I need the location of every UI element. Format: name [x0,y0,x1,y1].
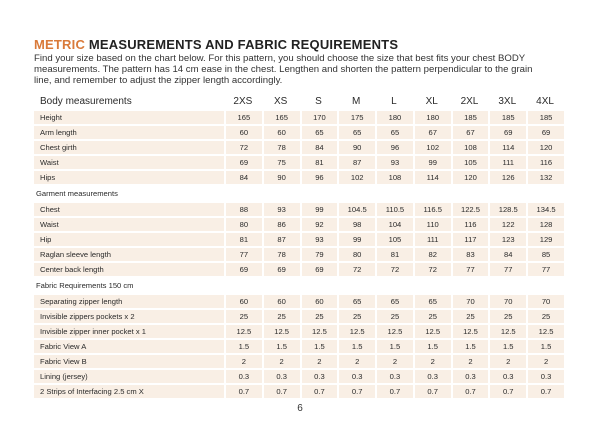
table-cell: 12.5 [375,325,413,338]
table-cell: 67 [451,126,489,139]
table-cell: 70 [526,295,564,308]
table-cell: 1.5 [488,340,526,353]
size-header: S [300,95,338,109]
table-cell: 69 [526,126,564,139]
table-row [34,263,564,276]
table-cell: 0.3 [224,370,262,383]
table-cell: 126 [488,171,526,184]
table-row [34,141,564,154]
table-cell: 90 [337,141,375,154]
table-cell: 72 [413,263,451,276]
table-cell: 0.7 [262,385,300,398]
table-cell: 65 [337,295,375,308]
table-cell: 180 [375,111,413,124]
table-cell: 111 [413,233,451,246]
intro-line: measurements. The pattern has 14 cm ease in the chest. Lengthen and shorten the pattern perpendicular to the grain [34,64,533,76]
table-cell: 72 [224,141,262,154]
table-cell: 1.5 [262,340,300,353]
table-cell: 12.5 [413,325,451,338]
table-cell: 132 [526,171,564,184]
table-row [34,126,564,139]
table-cell: 128 [526,218,564,231]
table-cell: 25 [526,310,564,323]
table-cell: 116 [526,156,564,169]
table-cell: 96 [300,171,338,184]
table-cell: 90 [262,171,300,184]
table-cell: 170 [300,111,338,124]
table-cell: 185 [526,111,564,124]
table-row [34,248,564,261]
table-row [34,340,564,353]
table-cell: 1.5 [224,340,262,353]
size-chart-table [34,93,564,400]
table-cell: 128.5 [488,203,526,216]
table-row [34,310,564,323]
row-label: Waist [34,156,224,169]
table-cell: 88 [224,203,262,216]
table-cell: 1.5 [413,340,451,353]
table-cell: 2 [375,355,413,368]
table-cell: 12.5 [488,325,526,338]
table-cell: 108 [451,141,489,154]
table-cell: 99 [300,203,338,216]
table-cell: 98 [337,218,375,231]
table-cell: 0.7 [337,385,375,398]
table-row [34,233,564,246]
table-cell: 12.5 [262,325,300,338]
table-cell: 93 [300,233,338,246]
section-row [34,278,564,293]
table-cell: 2 [488,355,526,368]
table-cell: 0.7 [451,385,489,398]
table-cell: 102 [337,171,375,184]
table-cell: 2 [300,355,338,368]
page-title [34,37,564,52]
table-cell: 80 [224,218,262,231]
intro-line: Find your size based on the chart below. For this pattern, you should choose the size that best fits your chest BODY [34,53,526,64]
table-row [34,370,564,383]
table-row [34,218,564,231]
table-cell: 65 [337,126,375,139]
table-cell: 25 [337,310,375,323]
table-cell: 87 [262,233,300,246]
table-cell: 99 [337,233,375,246]
table-cell: 77 [451,263,489,276]
table-cell: 123 [488,233,526,246]
section-label: Fabric Requirements 150 cm [34,278,564,293]
table-cell: 108 [375,171,413,184]
table-cell: 104.5 [337,203,375,216]
table-cell: 25 [224,310,262,323]
table-cell: 60 [262,295,300,308]
table-row [34,385,564,398]
section-label: Garment measurements [34,186,564,201]
table-cell: 1.5 [526,340,564,353]
table-cell: 165 [262,111,300,124]
table-cell: 2 [413,355,451,368]
size-header: L [375,95,413,109]
table-cell: 165 [224,111,262,124]
table-cell: 0.3 [262,370,300,383]
table-cell: 0.7 [300,385,338,398]
table-cell: 0.7 [413,385,451,398]
table-cell: 80 [337,248,375,261]
table-cell: 65 [375,126,413,139]
table-cell: 110.5 [375,203,413,216]
table-cell: 116 [451,218,489,231]
table-cell: 185 [451,111,489,124]
table-cell: 0.3 [300,370,338,383]
row-label: Center back length [34,263,224,276]
size-header: 3XL [488,95,526,109]
intro-line: line, and remember to adjust the zipper length accordingly. [34,75,283,87]
header-label: Body measurements [34,95,224,109]
size-header: 4XL [526,95,564,109]
table-cell: 104 [375,218,413,231]
table-row [34,156,564,169]
intro-paragraph [34,53,564,87]
table-cell: 78 [262,141,300,154]
table-cell: 2 [337,355,375,368]
table-row [34,325,564,338]
table-cell: 0.7 [488,385,526,398]
table-cell: 69 [224,156,262,169]
table-cell: 1.5 [375,340,413,353]
table-cell: 72 [375,263,413,276]
row-label: Lining (jersey) [34,370,224,383]
table-cell: 60 [224,126,262,139]
table-cell: 2 [262,355,300,368]
table-cell: 82 [413,248,451,261]
table-cell: 65 [375,295,413,308]
table-cell: 96 [375,141,413,154]
table-cell: 93 [262,203,300,216]
table-cell: 78 [262,248,300,261]
table-cell: 12.5 [451,325,489,338]
table-cell: 81 [375,248,413,261]
table-cell: 93 [375,156,413,169]
table-cell: 0.3 [526,370,564,383]
table-cell: 0.7 [375,385,413,398]
table-cell: 122.5 [451,203,489,216]
size-header: M [337,95,375,109]
table-cell: 0.3 [375,370,413,383]
table-cell: 1.5 [337,340,375,353]
table-cell: 25 [488,310,526,323]
table-cell: 102 [413,141,451,154]
table-cell: 69 [224,263,262,276]
table-cell: 99 [413,156,451,169]
table-cell: 60 [262,126,300,139]
table-cell: 105 [451,156,489,169]
table-cell: 0.3 [451,370,489,383]
table-cell: 1.5 [451,340,489,353]
table-cell: 12.5 [526,325,564,338]
table-cell: 116.5 [413,203,451,216]
row-label: Separating zipper length [34,295,224,308]
row-label: Waist [34,218,224,231]
table-body [34,111,564,398]
table-cell: 25 [375,310,413,323]
table-cell: 105 [375,233,413,246]
title-rest: MEASUREMENTS AND FABRIC REQUIREMENTS [85,37,399,52]
table-cell: 60 [224,295,262,308]
table-cell: 120 [526,141,564,154]
table-cell: 1.5 [300,340,338,353]
table-cell: 0.3 [413,370,451,383]
table-cell: 25 [300,310,338,323]
size-header: XL [413,95,451,109]
table-cell: 25 [451,310,489,323]
table-cell: 180 [413,111,451,124]
row-label: 2 Strips of Interfacing 2.5 cm X [34,385,224,398]
table-cell: 70 [488,295,526,308]
size-header: 2XL [451,95,489,109]
table-row [34,171,564,184]
table-cell: 117 [451,233,489,246]
row-label: Arm length [34,126,224,139]
table-cell: 65 [413,295,451,308]
table-cell: 69 [488,126,526,139]
table-cell: 77 [488,263,526,276]
table-row [34,203,564,216]
table-cell: 86 [262,218,300,231]
row-label: Height [34,111,224,124]
size-header: 2XS [224,95,262,109]
table-cell: 25 [262,310,300,323]
table-cell: 92 [300,218,338,231]
table-cell: 2 [451,355,489,368]
table-cell: 134.5 [526,203,564,216]
row-label: Hip [34,233,224,246]
table-cell: 72 [337,263,375,276]
table-cell: 0.7 [224,385,262,398]
table-cell: 129 [526,233,564,246]
table-header-row [34,95,564,109]
table-cell: 84 [488,248,526,261]
table-cell: 69 [300,263,338,276]
table-cell: 81 [224,233,262,246]
row-label: Chest girth [34,141,224,154]
table-cell: 81 [300,156,338,169]
table-cell: 185 [488,111,526,124]
table-cell: 60 [300,295,338,308]
row-label: Hips [34,171,224,184]
table-cell: 0.7 [526,385,564,398]
table-cell: 67 [413,126,451,139]
table-cell: 79 [300,248,338,261]
table-cell: 70 [451,295,489,308]
table-cell: 2 [224,355,262,368]
table-cell: 111 [488,156,526,169]
table-cell: 110 [413,218,451,231]
page-number: 6 [297,403,303,414]
row-label: Chest [34,203,224,216]
size-header: XS [262,95,300,109]
table-cell: 120 [451,171,489,184]
table-cell: 83 [451,248,489,261]
table-cell: 25 [413,310,451,323]
row-label: Invisible zipper inner pocket x 1 [34,325,224,338]
table-cell: 85 [526,248,564,261]
row-label: Fabric View A [34,340,224,353]
table-cell: 84 [224,171,262,184]
document-page [34,37,564,400]
table-cell: 77 [526,263,564,276]
table-row [34,295,564,308]
table-cell: 77 [224,248,262,261]
row-label: Raglan sleeve length [34,248,224,261]
table-cell: 65 [300,126,338,139]
table-row [34,111,564,124]
table-cell: 75 [262,156,300,169]
row-label: Fabric View B [34,355,224,368]
table-cell: 114 [413,171,451,184]
table-row [34,355,564,368]
table-cell: 0.3 [337,370,375,383]
table-cell: 12.5 [224,325,262,338]
table-cell: 114 [488,141,526,154]
table-cell: 87 [337,156,375,169]
table-cell: 84 [300,141,338,154]
table-cell: 69 [262,263,300,276]
table-cell: 0.3 [488,370,526,383]
table-cell: 12.5 [300,325,338,338]
section-row [34,186,564,201]
row-label: Invisible zippers pockets x 2 [34,310,224,323]
table-cell: 12.5 [337,325,375,338]
title-accent: METRIC [34,37,86,52]
table-cell: 122 [488,218,526,231]
table-cell: 2 [526,355,564,368]
table-cell: 175 [337,111,375,124]
